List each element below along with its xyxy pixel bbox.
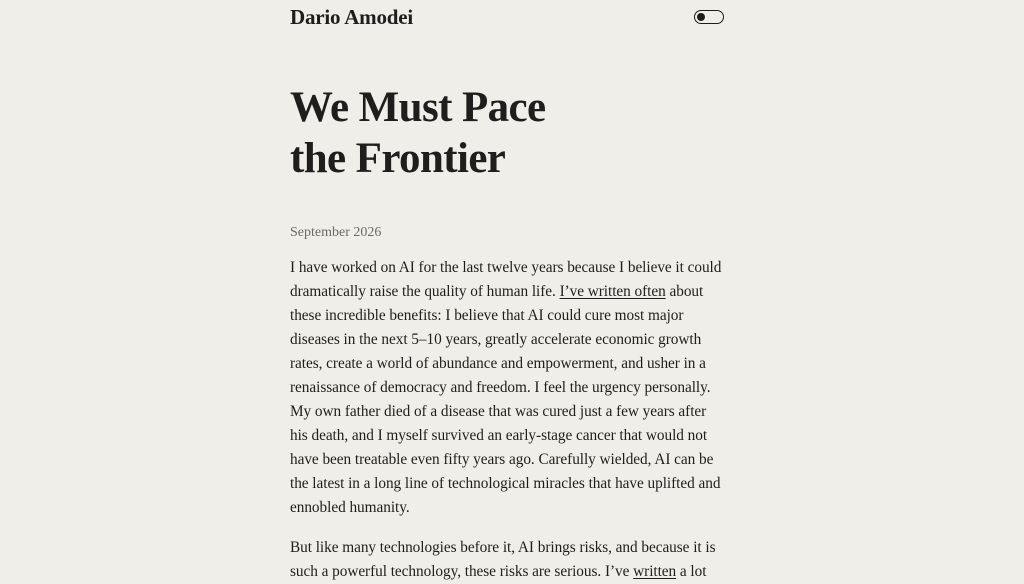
written-often-link[interactable]: I’ve written often xyxy=(559,283,666,300)
theme-toggle-button[interactable] xyxy=(694,10,724,24)
site-header xyxy=(290,0,724,36)
site-name-link[interactable]: Dario Amodei xyxy=(290,5,414,29)
article-body xyxy=(290,256,724,584)
article-title-line-2: the Frontier xyxy=(290,135,506,182)
page-column xyxy=(290,0,724,584)
article-title-line-1: We Must Pace xyxy=(290,84,546,131)
paragraph-2-text-a: But like many technologies before it, AI brings risks, and because it is such a powerful technology, these risks are serious. I’ve xyxy=(290,539,716,580)
toggle-switch-icon xyxy=(697,13,705,21)
article-paragraph-2 xyxy=(290,536,724,584)
article-paragraph-1 xyxy=(290,256,724,520)
written-link[interactable]: written xyxy=(633,563,677,580)
article-title xyxy=(290,82,630,184)
paragraph-2-text-b: a lot xyxy=(676,563,707,580)
paragraph-1-text-b: about these incredible benefits: I believe that AI could cure most major diseases in the next 5–10 years, greatly accelerate economic growth rates, create a world of abundance and empowerment, and usher in a renaissance of democracy and freedom. I feel the urgency personally. My own father died of a disease that was cured just a few years after his death, and I myself survived an early-stage cancer that would not have been treatable even fifty years ago. Carefully wielded, AI can be the latest in a long line of technological miracles that have uplifted and ennobled humanity. xyxy=(290,283,721,516)
paragraph-1-text-a: I have worked on AI for the last twelve years because I believe it could dramatically raise the quality of human life. xyxy=(290,259,722,300)
article-date: September 2026 xyxy=(290,225,382,240)
